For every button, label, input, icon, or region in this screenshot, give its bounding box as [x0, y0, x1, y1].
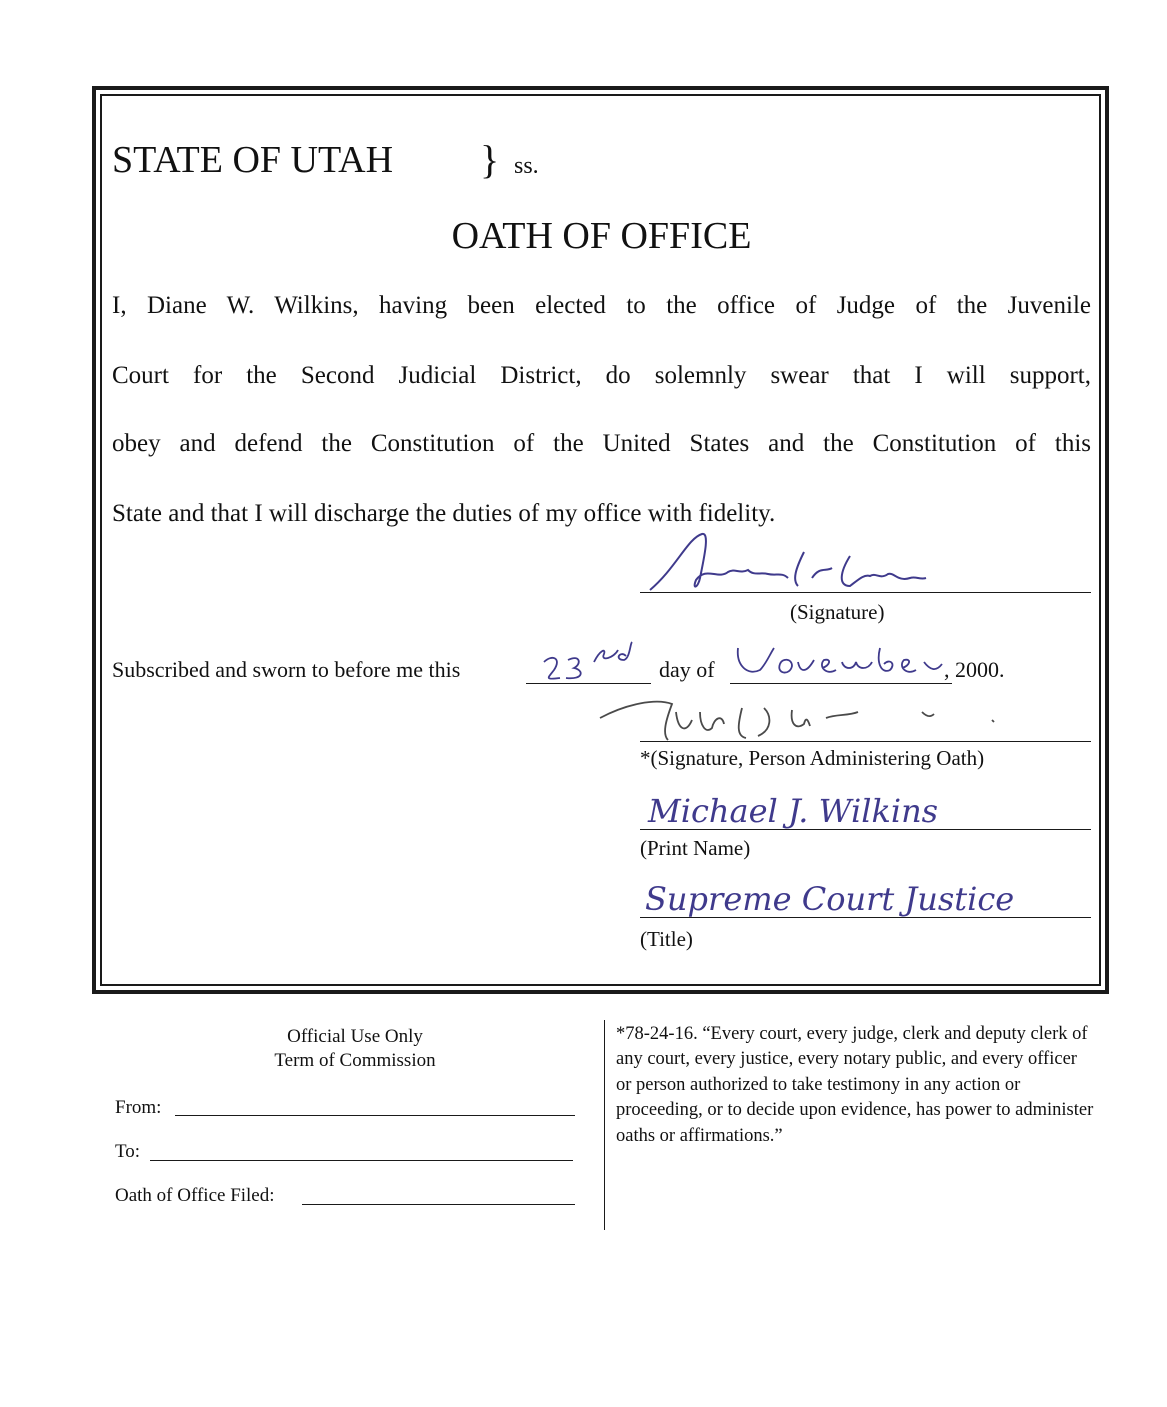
official-use-heading: Official Use Only	[287, 1026, 423, 1047]
from-field-line	[175, 1115, 575, 1116]
administrator-signature-caption: *(Signature, Person Administering Oath)	[640, 746, 985, 770]
day-handwriting-image	[540, 640, 660, 684]
oath-line-1: I, Diane W. Wilkins, having been elected to the office of Judge of the Juvenile	[112, 292, 1091, 319]
to-field-line	[150, 1160, 573, 1161]
signature-diane-image	[636, 528, 936, 596]
oath-line-2: Court for the Second Judicial District, do solemnly swear that I will support,	[112, 362, 1091, 389]
filed-field-line	[302, 1204, 575, 1205]
administrator-signature-image	[596, 690, 1016, 746]
sworn-year: , 2000.	[944, 657, 1005, 682]
print-name-caption: (Print Name)	[640, 836, 751, 860]
page-title: OATH OF OFFICE	[451, 215, 752, 257]
signature-line	[640, 592, 1091, 593]
oath-line-4: State and that I will discharge the duties of my office with fidelity.	[112, 500, 776, 527]
print-name-handwritten: Michael J. Wilkins	[648, 792, 939, 830]
to-label: To:	[115, 1141, 141, 1162]
title-caption: (Title)	[640, 927, 693, 951]
sworn-prefix: Subscribed and sworn to before me this	[112, 657, 461, 682]
oath-line-3: obey and defend the Constitution of the United States and the Constitution of this	[112, 430, 1091, 457]
month-handwriting-image	[734, 640, 944, 684]
filed-label: Oath of Office Filed:	[115, 1185, 275, 1206]
ss-label: ss.	[514, 153, 539, 179]
title-line	[640, 917, 1091, 918]
print-name-line	[640, 829, 1091, 830]
state-heading: STATE OF UTAH	[112, 139, 394, 181]
statute-footnote: *78-24-16. “Every court, every judge, clerk and deputy clerk of any court, every justice, every notary public, and every officer or person authorized to take testimony in any action or proceeding, or to decide upon evidence, has power to administer oaths or affirmations.”	[616, 1024, 1094, 1146]
term-of-commission-heading: Term of Commission	[274, 1050, 436, 1071]
from-label: From:	[115, 1097, 162, 1118]
title-handwritten: Supreme Court Justice	[645, 880, 1015, 918]
signature-caption: (Signature)	[790, 600, 885, 624]
sworn-middle: day of	[659, 657, 715, 682]
section-divider	[604, 1020, 605, 1230]
administrator-signature-line	[640, 741, 1091, 742]
brace-symbol: }	[480, 137, 500, 182]
